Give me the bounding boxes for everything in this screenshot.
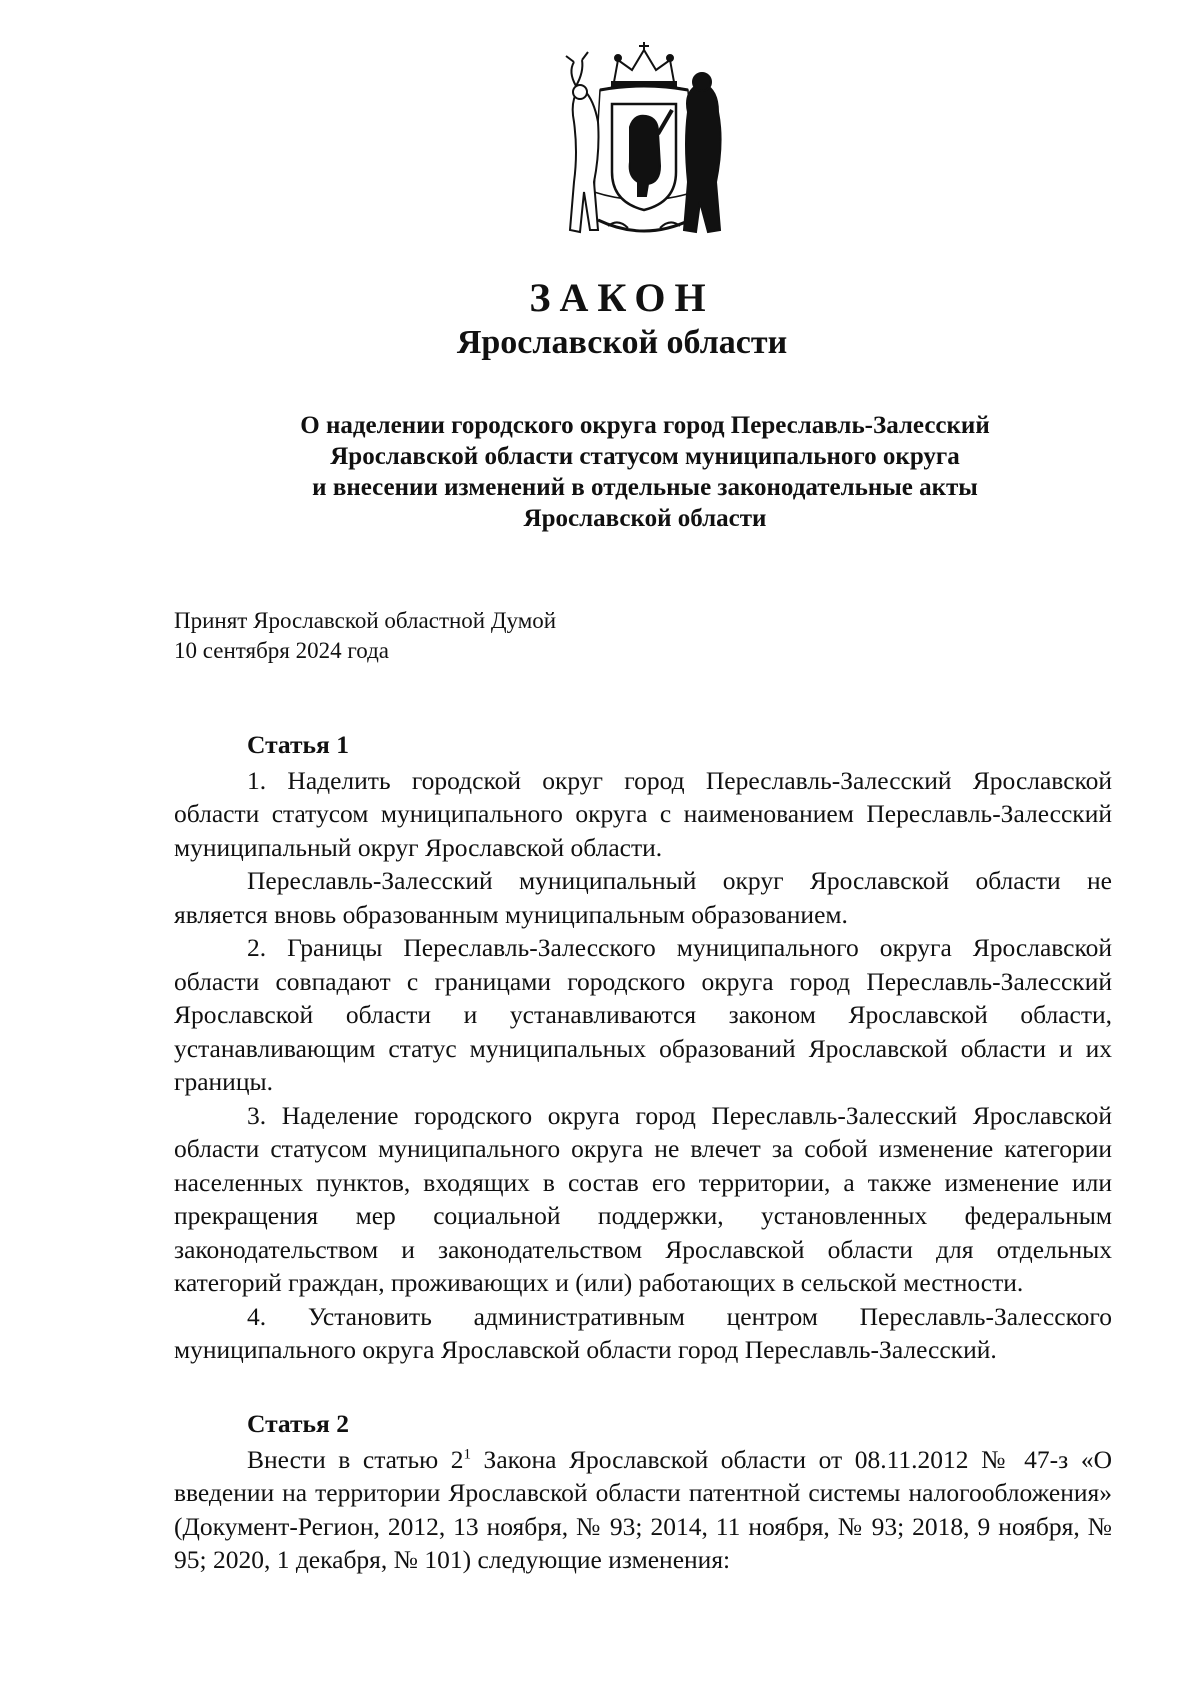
article-heading: Статья 2 <box>247 1409 349 1438</box>
document-type: ЗАКОН <box>529 275 715 320</box>
paragraph: 2. Границы Переславль-Залесского муниципального округа Ярославской области совпадают с границами городского округа город Переславль-Залесский Ярославской области и устанавливаются законом Ярославской области, устанавливающим статус муниципальных образований Ярославской области и их границы. <box>174 933 1112 1096</box>
intro-text: Внести в статью 2 <box>247 1444 464 1474</box>
subject-line: О наделении городского округа город Переславль-Залесский <box>300 412 990 439</box>
article-2 <box>174 1407 1112 1577</box>
subject-line: Ярославской области <box>523 505 767 532</box>
law-subject <box>170 410 1120 534</box>
article-1 <box>174 728 1112 1367</box>
document-region: Ярославской области <box>456 324 788 361</box>
paragraph: 4. Установить административным центром Переславль-Залесского муниципального округа Ярославской области город Переславль-Залесский. <box>174 1301 1112 1364</box>
coat-of-arms-icon <box>548 42 740 246</box>
intro-text-continued: Закона Ярославской области от 08.11.2012 № 47-з «О введении на территории Ярославской области патентной системы налогообложения» (Документ-Регион, 2012, 13 ноября, № 93; 2014, 11 ноября, № 93; 2018, 9 ноября, № 95; 2020, 1 декабря, № 101) следующие изменения: <box>174 1444 1112 1574</box>
paragraph: 3. Наделение городского округа город Переславль-Залесский Ярославской области статусом муниципального округа не влечет за собой изменение категории населенных пунктов, входящих в состав его территории, а также изменение или прекращения мер социальной поддержки, установленных федеральным законодательством и законодательством Ярославской области для отдельных категорий граждан, проживающих и (или) работающих в сельской местности. <box>174 1100 1112 1297</box>
subject-line: и внесении изменений в отдельные законодательные акты <box>312 474 978 501</box>
paragraph: Переславль-Залесский муниципальный округ Ярославской области не является вновь образованным муниципальным образованием. <box>174 866 1112 929</box>
subject-line: Ярославской области статусом муниципального округа <box>330 443 960 470</box>
adoption-note <box>174 606 556 666</box>
adoption-date: 10 сентября 2024 года <box>174 638 389 663</box>
superscript-index: 1 <box>463 1446 471 1462</box>
paragraph <box>174 1443 1112 1577</box>
law-title <box>0 275 1200 365</box>
adoption-body: Принят Ярославской областной Думой <box>174 608 557 633</box>
article-heading: Статья 1 <box>247 730 349 759</box>
paragraph: 1. Наделить городской округ город Переславль-Залесский Ярославской области статусом муниципального округа с наименованием Переславль-Залесский муниципальный округ Ярославской области. <box>174 765 1112 862</box>
